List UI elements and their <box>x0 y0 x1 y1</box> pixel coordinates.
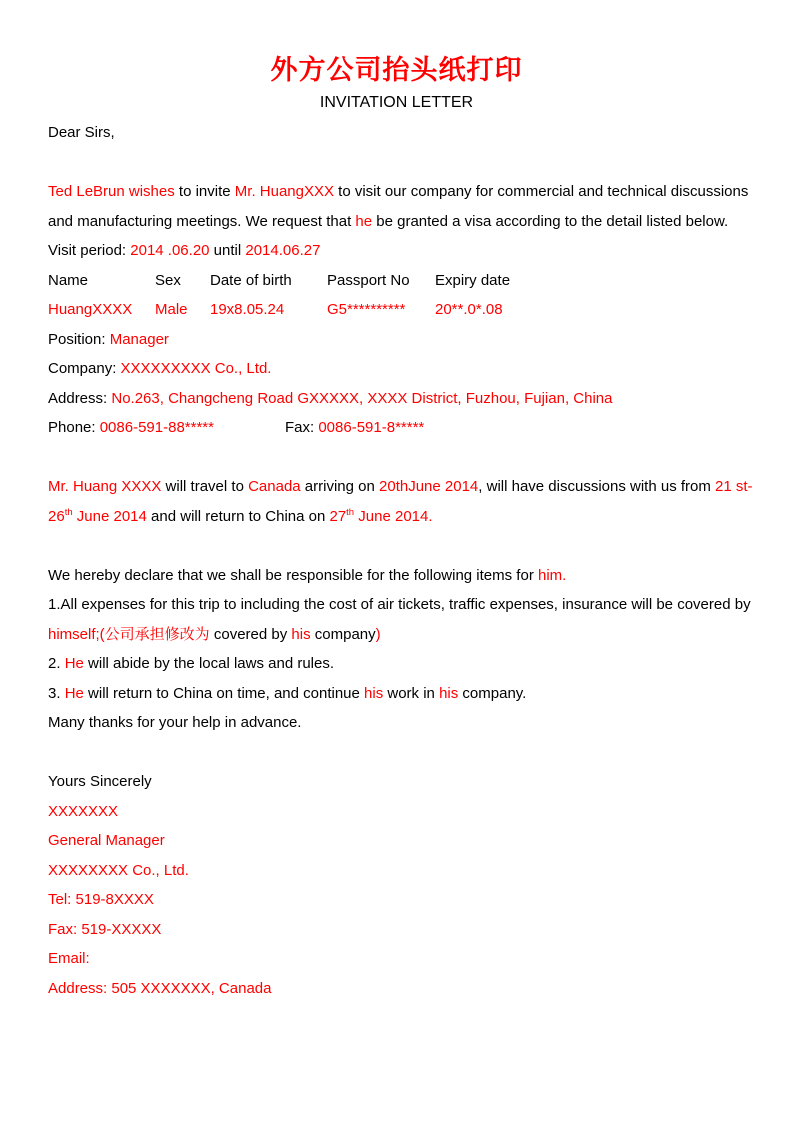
fax-field: Fax: 0086-591-8***** <box>285 419 425 436</box>
header-name: Name <box>48 271 89 289</box>
header-expiry-date: Expiry date <box>435 271 511 289</box>
traveler-table-value-row <box>48 295 763 325</box>
salutation: Dear Sirs, <box>48 124 115 141</box>
signer-name: XXXXXXX <box>48 802 119 820</box>
item-laws: 2. He will abide by the local laws and rules. <box>48 655 335 672</box>
thanks-line: Many thanks for your help in advance. <box>48 714 302 731</box>
signer-address: Address: 505 XXXXXXX, Canada <box>48 979 272 997</box>
header-sex: Sex <box>155 271 181 289</box>
letter-title: 外方公司抬头纸打印 <box>270 55 523 85</box>
traveler-table-header-row <box>48 266 763 296</box>
value-name: HuangXXXX <box>48 301 133 318</box>
signer-company: XXXXXXXX Co., Ltd. <box>48 861 189 879</box>
signer-fax: Fax: 519-XXXXX <box>48 920 162 938</box>
blank-line <box>48 148 763 178</box>
phone-fax-line <box>48 413 763 443</box>
value-expiry-date: 20**.0*.08 <box>435 301 503 318</box>
blank-line <box>48 531 763 561</box>
company-line: Company: XXXXXXXXX Co., Ltd. <box>48 360 272 377</box>
blank-line <box>48 738 763 768</box>
travel-paragraph: Mr. Huang XXXX will travel to Canada arriving on 20thJune 2014, will have discussions with us from 21 st-26th June 2014 and will return to China on 27th June 2014. <box>48 478 753 525</box>
signer-tel: Tel: 519-8XXXX <box>48 891 154 908</box>
value-date-of-birth: 19x8.05.24 <box>210 301 285 318</box>
closing-line: Yours Sincerely <box>48 773 152 790</box>
item-expenses: 1.All expenses for this trip to including the cost of air tickets, traffic expenses, insurance will be covered by himself;(公司承担修改为 covered by his company) <box>48 596 751 643</box>
phone-field: Phone: 0086-591-88***** <box>48 419 214 436</box>
intro-paragraph: Ted LeBrun wishes to invite Mr. HuangXXX to visit our company for commercial and technical discussions and manufacturing meetings. We request that he be granted a visa according to the detail listed below. <box>48 183 749 230</box>
signer-email: Email: <box>48 950 90 967</box>
visit-period-line: Visit period: 2014 .06.20 until 2014.06.27 <box>48 242 321 259</box>
header-date-of-birth: Date of birth <box>210 271 292 289</box>
signer-title: General Manager <box>48 832 165 849</box>
letter-subtitle: INVITATION LETTER <box>319 94 474 111</box>
blank-line <box>48 443 763 473</box>
value-sex: Male <box>155 301 188 318</box>
declaration-line: We hereby declare that we shall be responsible for the following items for him. <box>48 566 567 584</box>
value-passport-no: G5********** <box>327 301 406 318</box>
header-passport-no: Passport No <box>327 271 410 289</box>
position-line: Position: Manager <box>48 330 169 348</box>
item-return: 3. He will return to China on time, and continue his work in his company. <box>48 684 527 702</box>
address-line: Address: No.263, Changcheng Road GXXXXX, XXXX District, Fuzhou, Fujian, China <box>48 389 613 407</box>
